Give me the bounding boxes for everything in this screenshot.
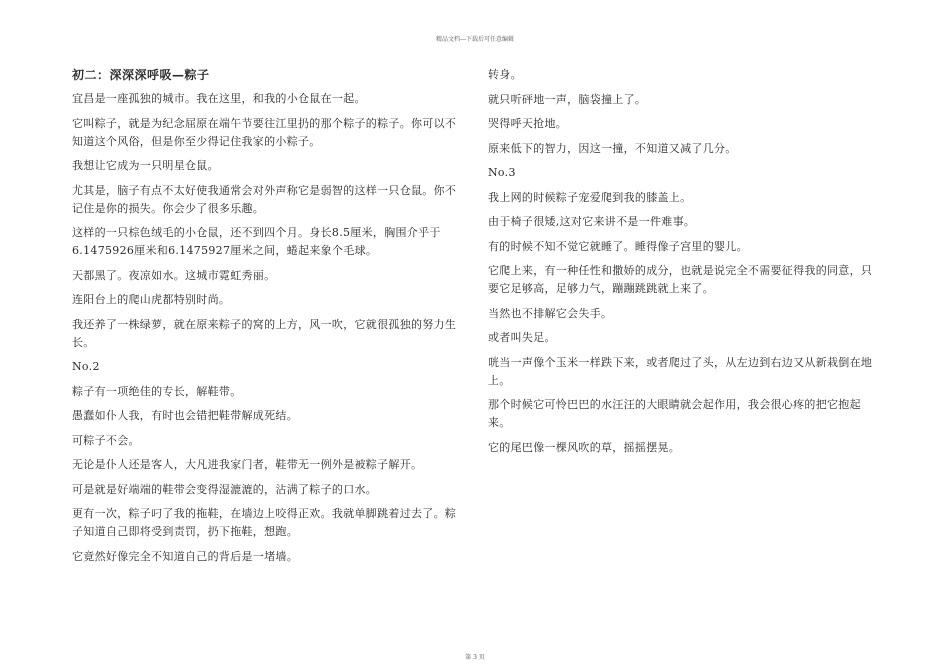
paragraph: 可是就是好端端的鞋带会变得湿漉漉的，沾满了粽子的口水。: [72, 482, 378, 496]
paragraph: 转身。: [488, 68, 522, 81]
paragraph: No.3: [488, 166, 516, 179]
page-header: 精品文档---下载后可任意编辑: [435, 36, 515, 43]
paragraph: 可粽子不会。: [72, 433, 140, 447]
paragraph: 哭得呼天抢地。: [488, 117, 568, 130]
right-paragraphs: [488, 66, 880, 457]
paragraph: 有的时候不知不觉它就睡了。睡得像子宫里的婴儿。: [488, 239, 748, 253]
paragraph: 原来低下的智力，因这一撞，不知道又减了几分。: [488, 141, 737, 155]
paragraph: 更有一次，粽子叼了我的拖鞋，在墙边上咬得正欢。我就单脚跳着过去了。粽子知道自己即将受到责罚，扔下拖鞋，想跑。: [72, 507, 457, 538]
paragraph: 由于椅子很矮,这对它来讲不是一件难事。: [488, 215, 696, 228]
paragraph: 连阳台上的爬山虎都特别时尚。: [72, 293, 231, 306]
paragraph: 它叫粽子，就是为纪念屈原在端午节要往江里扔的那个粽子的粽子。你可以不知道这个风俗，但是你至少得记住我家的小粽子。: [72, 116, 457, 148]
paragraph: 它竟然好像完全不知道自己的背后是一堵墙。: [72, 549, 298, 563]
paragraph: No.2: [72, 360, 100, 373]
paragraph: 尤其是，脑子有点不太好使我通常会对外声称它是弱智的这样一只仓鼠。你不记住是你的损失。你会少了很多乐趣。: [72, 183, 457, 215]
left-paragraphs: [72, 90, 462, 566]
paragraph: 咣当一声像个玉米一样跌下来，或者爬过了头，从左边到右边又从新栽倒在地上。: [488, 355, 873, 387]
paragraph: 粽子有一项绝佳的专长，解鞋带。: [72, 384, 242, 398]
left-column: [72, 66, 462, 572]
paragraph: 愚蠢如仆人我，有时也会错把鞋带解成死结。: [72, 409, 298, 422]
paragraph: 当然也不排解它会失手。: [488, 306, 613, 320]
paragraph: 我还养了一株绿萝，就在原来粽子的窝的上方，风一吹，它就很孤独的努力生长。: [72, 317, 457, 349]
page-number: 第 3 页: [465, 654, 485, 661]
paragraph: 无论是仆人还是客人，大凡进我家门者，鞋带无一例外是被粽子解开。: [72, 458, 423, 471]
paragraph: 那个时候它可怜巴巴的水汪汪的大眼睛就会起作用，我会很心疼的把它抱起来。: [488, 398, 861, 429]
paragraph: 我想让它成为一只明星仓鼠。: [72, 159, 219, 172]
article-title: 初二：深深深呼吸—粽子: [72, 68, 210, 82]
paragraph: 宜昌是一座孤独的城市。我在这里，和我的小仓鼠在一起。: [72, 92, 366, 105]
right-column: [488, 66, 880, 463]
paragraph: 这样的一只棕色绒毛的小仓鼠，还不到四个月。身长8.5厘米，胸围介乎于6.1475926厘米和6.1475927厘米之间，蜷起来象个毛球。: [72, 226, 441, 257]
paragraph: 天都黑了。夜凉如水。这城市霓虹秀丽。: [72, 268, 276, 282]
paragraph: 它爬上来，有一种任性和撒娇的成分，也就是说完全不需要征得我的同意，只要它足够高，足够力气，蹦蹦跳跳就上来了。: [488, 264, 873, 295]
paragraph: 就只听砰地一声，脑袋撞上了。: [488, 92, 647, 106]
paragraph: 我上网的时候粽子宠爱爬到我的膝盖上。: [488, 190, 692, 204]
paragraph: 它的尾巴像一棵风吹的草，摇摇摆晃。: [488, 440, 681, 454]
paragraph: 或者叫失足。: [488, 331, 556, 344]
